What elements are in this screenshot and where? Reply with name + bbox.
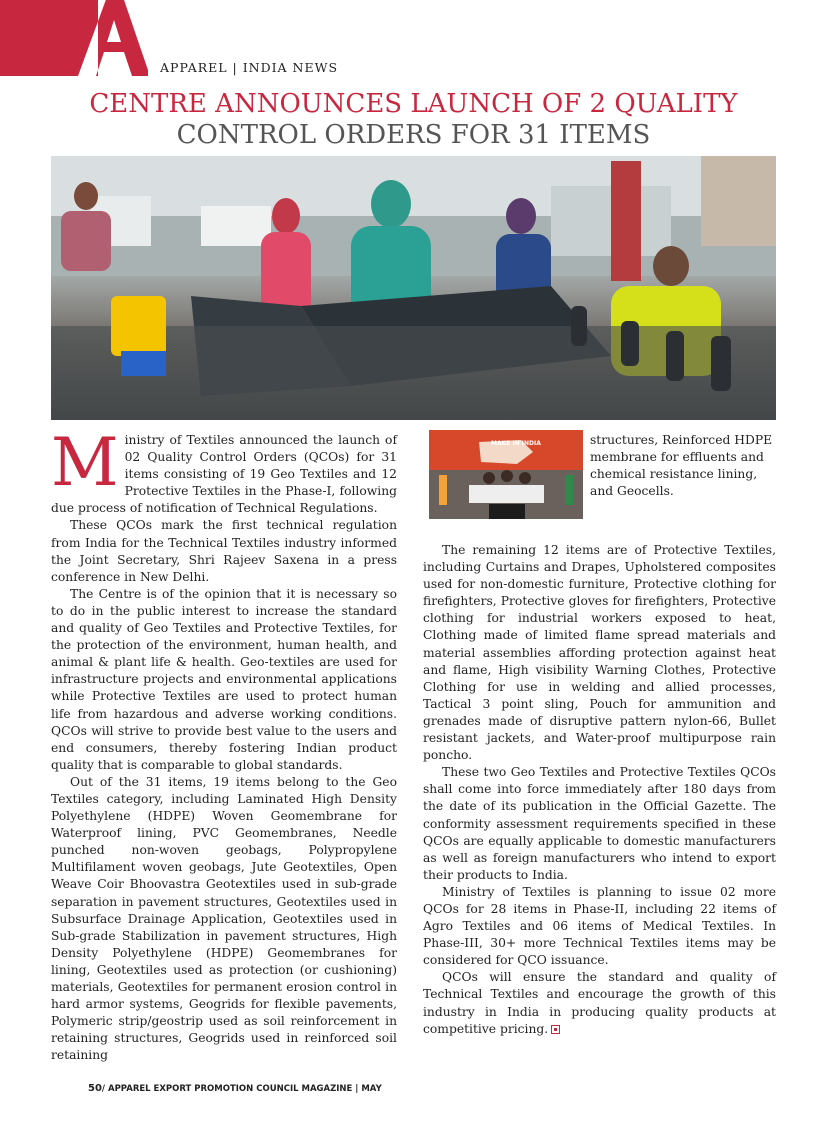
paragraph-continuation: structures, Reinforced HDPE membrane for effluents and chemical resistance lining, and Geocells. [590, 433, 773, 499]
paragraph-8-text: QCOs will ensure the standard and quality of Technical Textiles and encourage the growth of this industry in India in producing quality products at competitive pricing. [423, 970, 776, 1036]
drop-cap: M [51, 424, 119, 501]
paragraph-3: The Centre is of the opinion that it is necessary so to do in the public interest to increase the standard and quality of Geo Textiles and Protective Textiles, for the protection of the environment, human health, and animal & plant life & health. Geo-textiles are used for infrastructure projects and environmental applications while Protective Textiles are used to protect human life from hazardous and adverse working conditions. QCOs will strive to provide best value to the users and end consumers, thereby fostering Indian product quality that is comparable to global standards. [51, 586, 397, 772]
article-column-2 [423, 542, 776, 1038]
magazine-logo [0, 0, 148, 76]
page-number: 50 [88, 1083, 102, 1094]
headline-line-2: CONTROL ORDERS FOR 31 ITEMS [176, 120, 651, 150]
footer-text: / APPAREL EXPORT PROMOTION COUNCIL MAGAZINE | MAY [101, 1084, 382, 1094]
paragraph-intro-text: inistry of Textiles announced the launch of 02 Quality Control Orders (QCOs) for 31 items consisting of 19 Geo Textiles and 12 Protective Textiles in the Phase-I, following due process of notification of Technical Regulations. [51, 433, 397, 516]
paragraph-6: These two Geo Textiles and Protective Textiles QCOs shall come into force immediately after 180 days from the date of its publication in the Official Gazette. The conformity assessment requirements specified in these QCOs are equally applicable to domestic manufacturers as well as foreign manufacturers who intend to export their products to India. [423, 765, 776, 882]
paragraph-intro [51, 424, 397, 517]
end-mark-icon [552, 1026, 559, 1033]
page-footer [88, 1083, 382, 1094]
logo-letter-a [0, 0, 148, 76]
paragraph-7: Ministry of Textiles is planning to issue 02 more QCOs for 28 items in Phase-II, including 22 items of Agro Textiles and 06 items of Medical Textiles. In Phase-III, 30+ more Technical Textiles items may be considered for QCO issuance. [423, 884, 776, 968]
inset-banner-text: MAKE IN INDIA [491, 440, 541, 447]
paragraph-8 [423, 969, 776, 1037]
article-column-2-continuation [590, 432, 776, 500]
headline-line-1: CENTRE ANNOUNCES LAUNCH OF 2 QUALITY [89, 89, 738, 119]
paragraph-4: Out of the 31 items, 19 items belong to the Geo Textiles category, including Laminated High Density Polyethylene (HDPE) Woven Geomembrane for Waterproof lining, PVC Geomembranes, Needle punched non-woven geobags, Polypropylene Multifilament woven geobags, Jute Geotextiles, Open Weave Coir Bhoovastra Geotextiles used in sub-grade separation in pavement structures, Geotextiles used in Subsurface Drainage Application, Geotextiles used in Sub-grade Stabilization in pavement structures, High Density Polyethylene (HDPE) Geomembranes for lining, Geotextiles used as protection (or cushioning) materials, Geotextiles for permanent erosion control in hard armor systems, Geogrids for flexible pavements, Polymeric strip/geostrip used as soil reinforcement in retaining structures, Geogrids used in reinforced soil retaining [51, 774, 397, 1063]
paragraph-2: These QCOs mark the first technical regulation from India for the Technical Textiles industry informed the Joint Secretary, Shri Rajeev Saxena in a press conference in New Delhi. [51, 518, 397, 584]
article-column-1 [51, 424, 397, 1064]
section-label: APPAREL | INDIA NEWS [160, 60, 339, 75]
paragraph-5: The remaining 12 items are of Protective Textiles, including Curtains and Drapes, Upholstered composites used for non-domestic furniture, Protective clothing for firefighters, Protective gloves for firefighters, Protective clothing for industrial workers exposed to heat, Clothing made of limited flame spread materials and material assemblies affording protection against heat and flame, High visibility Warning Clothes, Protective Clothing for use in welding and allied processes, Tactical 3 point sling, Pouch for ammunition and grenades made of disruptive pattern nylon-66, Bullet resistant jackets, and Water-proof multipurpose rain poncho. [423, 543, 776, 763]
inset-photo-press-conference [429, 430, 583, 519]
hero-photo-garment-factory [51, 156, 776, 420]
